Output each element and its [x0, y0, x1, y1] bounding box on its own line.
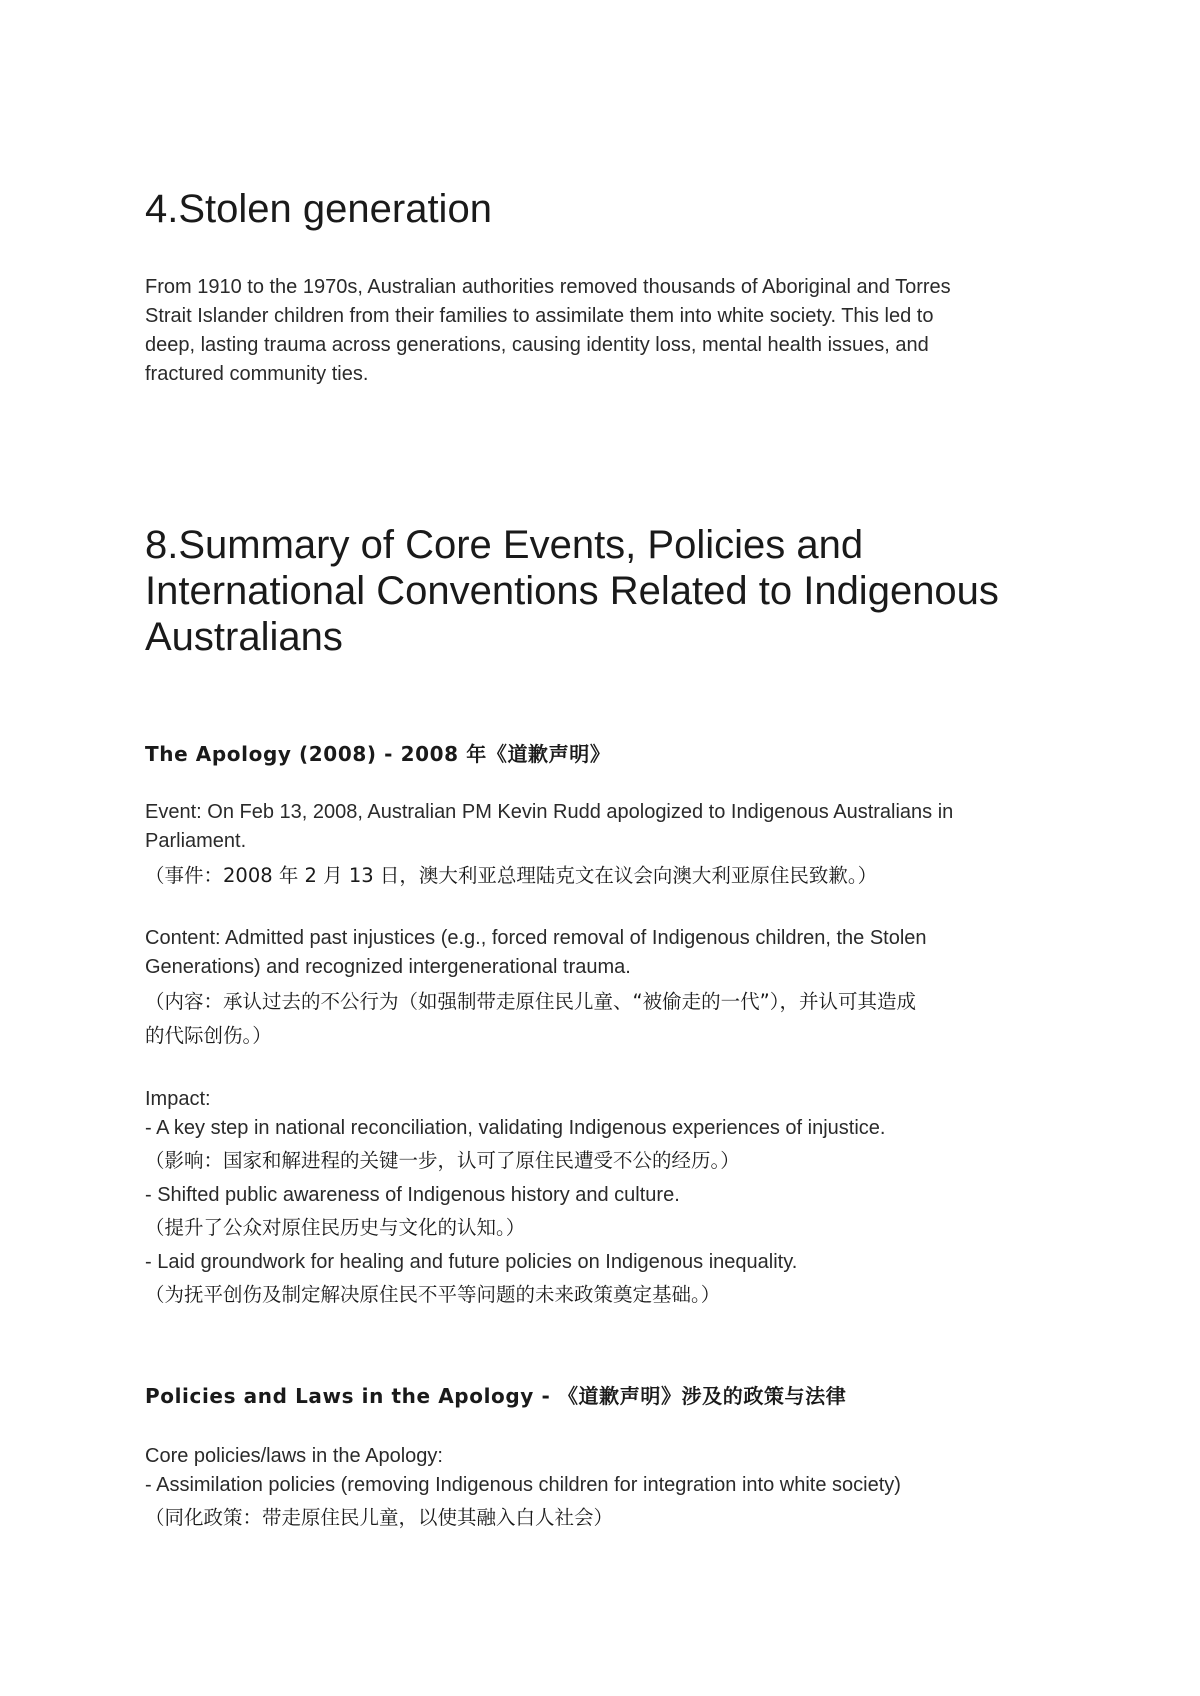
impact-item-translation: （影响：国家和解进程的关键一步，认可了原住民遭受不公的经历。） [145, 1149, 740, 1172]
subheading-apology: The Apology (2008) - 2008 年《道歉声明》 [145, 742, 611, 766]
policy-item-translation: （同化政策：带走原住民儿童，以使其融入白人社会） [145, 1506, 614, 1529]
subheading-policies-laws: Policies and Laws in the Apology - 《道歉声明》涉及的政策与法律 [145, 1384, 847, 1408]
apology-event-line: Event: On Feb 13, 2008, Australian PM Kevin Rudd apologized to Indigenous Australians in [145, 801, 954, 823]
impact-item-translation: （为抚平创伤及制定解决原住民不平等问题的未来政策奠定基础。） [145, 1283, 721, 1306]
section-heading-summary-line: Australians [145, 615, 343, 659]
stolen-paragraph-line: Strait Islander children from their families to assimilate them into white society. This led to [145, 305, 934, 327]
apology-content-line: Generations) and recognized intergenerational trauma. [145, 956, 631, 978]
impact-item: - Shifted public awareness of Indigenous history and culture. [145, 1184, 680, 1206]
impact-item: - A key step in national reconciliation, validating Indigenous experiences of injustice. [145, 1117, 886, 1139]
stolen-paragraph-line: fractured community ties. [145, 363, 369, 385]
policies-intro: Core policies/laws in the Apology: [145, 1445, 443, 1467]
stolen-paragraph-line: From 1910 to the 1970s, Australian authorities removed thousands of Aboriginal and Torres [145, 276, 951, 298]
impact-label: Impact: [145, 1088, 211, 1110]
stolen-paragraph-line: deep, lasting trauma across generations, causing identity loss, mental health issues, and [145, 334, 929, 356]
apology-content-translation: 的代际创伤。） [145, 1024, 272, 1047]
section-heading-summary-line: 8.Summary of Core Events, Policies and [145, 523, 864, 567]
apology-content-line: Content: Admitted past injustices (e.g., forced removal of Indigenous children, the Stolen [145, 927, 927, 949]
section-heading-summary-line: International Conventions Related to Indigenous [145, 569, 999, 613]
impact-item: - Laid groundwork for healing and future policies on Indigenous inequality. [145, 1251, 798, 1273]
apology-event-translation: （事件：2008 年 2 月 13 日，澳大利亚总理陆克文在议会向澳大利亚原住民致歉。） [145, 864, 878, 887]
impact-item-translation: （提升了公众对原住民历史与文化的认知。） [145, 1216, 526, 1239]
section-heading-stolen-generation: 4.Stolen generation [145, 187, 492, 231]
policy-item: - Assimilation policies (removing Indigenous children for integration into white society) [145, 1474, 901, 1496]
apology-content-translation: （内容：承认过去的不公行为（如强制带走原住民儿童、“被偷走的一代”），并认可其造成 [145, 990, 916, 1013]
apology-event-line: Parliament. [145, 830, 247, 852]
